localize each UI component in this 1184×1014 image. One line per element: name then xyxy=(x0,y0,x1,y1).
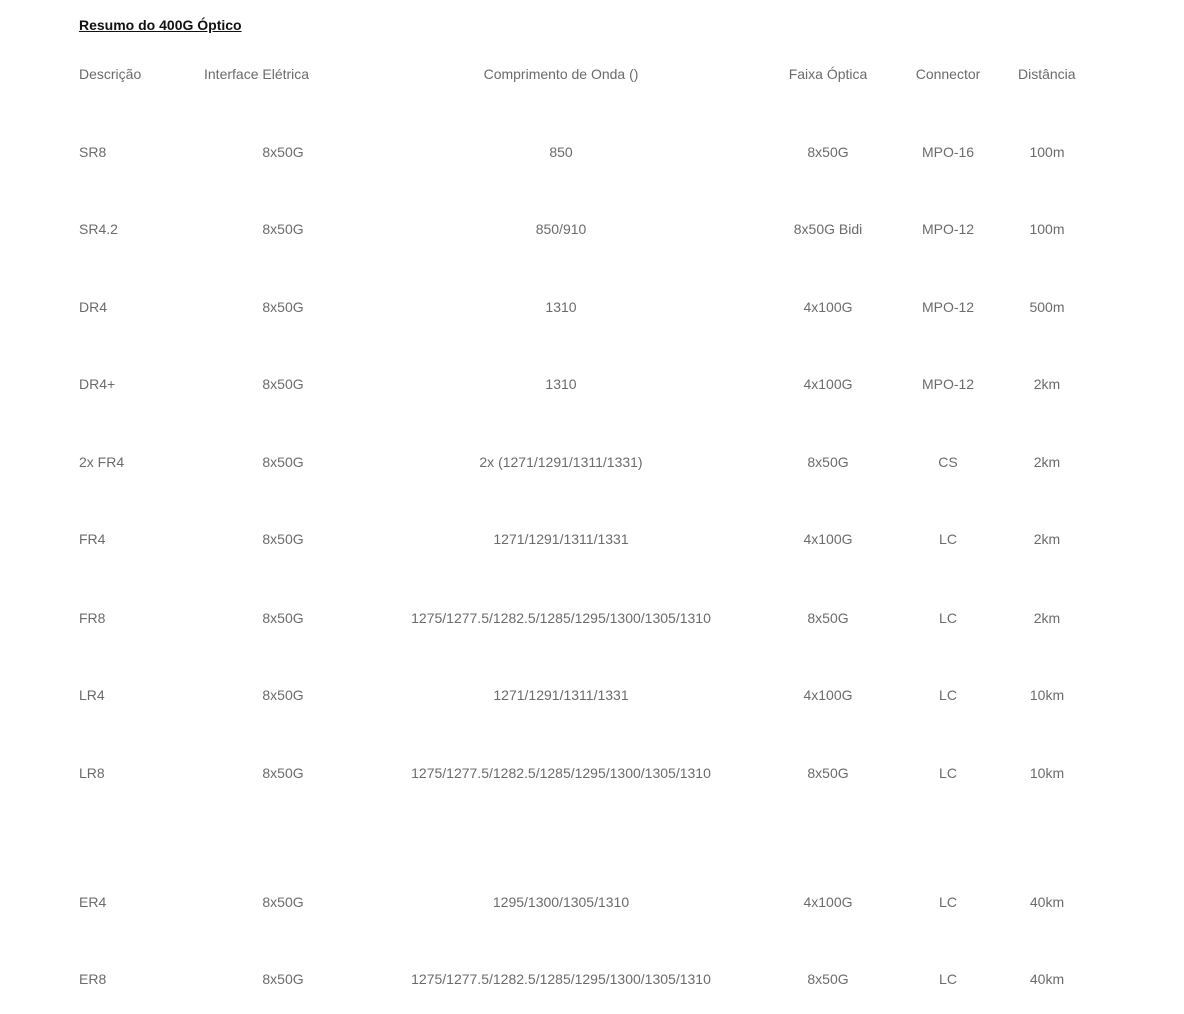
cell-connector: LC xyxy=(939,765,957,781)
page-title: Resumo do 400G Óptico xyxy=(79,17,242,33)
cell-connector: LC xyxy=(939,687,957,703)
cell-wavelength: 1275/1277.5/1282.5/1285/1295/1300/1305/1310 xyxy=(411,971,711,987)
cell-description: FR8 xyxy=(79,610,106,626)
table-header-row xyxy=(0,64,1184,84)
table-row xyxy=(0,297,1184,317)
cell-optical-lane: 8x50G xyxy=(807,610,849,626)
cell-distance: 100m xyxy=(1029,144,1065,160)
cell-wavelength: 850 xyxy=(549,144,573,160)
cell-wavelength: 1271/1291/1311/1331 xyxy=(493,687,629,703)
cell-connector: MPO-16 xyxy=(921,144,975,160)
cell-distance: 40km xyxy=(1029,971,1065,987)
cell-description: FR4 xyxy=(79,531,106,547)
cell-connector: LC xyxy=(939,971,957,987)
table-row xyxy=(0,219,1184,239)
cell-electrical-interface: 8x50G xyxy=(262,376,304,392)
cell-description: LR4 xyxy=(79,687,105,703)
cell-description: SR8 xyxy=(79,144,107,160)
cell-electrical-interface: 8x50G xyxy=(262,531,304,547)
table-row xyxy=(0,142,1184,162)
cell-electrical-interface: 8x50G xyxy=(262,610,304,626)
header-description: Descrição xyxy=(79,66,142,82)
cell-distance: 2km xyxy=(1033,531,1061,547)
cell-optical-lane: 4x100G xyxy=(803,687,853,703)
cell-connector: LC xyxy=(939,610,957,626)
cell-electrical-interface: 8x50G xyxy=(262,144,304,160)
cell-electrical-interface: 8x50G xyxy=(262,971,304,987)
cell-wavelength: 1310 xyxy=(545,376,577,392)
table-row xyxy=(0,529,1184,549)
cell-connector: MPO-12 xyxy=(921,221,975,237)
cell-electrical-interface: 8x50G xyxy=(262,894,304,910)
cell-wavelength: 1310 xyxy=(545,299,577,315)
cell-electrical-interface: 8x50G xyxy=(262,221,304,237)
table-row xyxy=(0,892,1184,912)
cell-optical-lane: 8x50G Bidi xyxy=(793,221,863,237)
cell-electrical-interface: 8x50G xyxy=(262,765,304,781)
cell-distance: 100m xyxy=(1029,221,1065,237)
table-row xyxy=(0,452,1184,472)
header-electrical-interface: Interface Elétrica xyxy=(204,66,310,82)
header-connector: Connector xyxy=(915,66,981,82)
cell-electrical-interface: 8x50G xyxy=(262,687,304,703)
cell-connector: LC xyxy=(939,531,957,547)
cell-distance: 500m xyxy=(1029,299,1065,315)
cell-optical-lane: 4x100G xyxy=(803,376,853,392)
cell-optical-lane: 4x100G xyxy=(803,299,853,315)
cell-description: DR4+ xyxy=(79,376,116,392)
cell-connector: MPO-12 xyxy=(921,299,975,315)
header-optical-lane: Faixa Óptica xyxy=(788,66,868,82)
header-distance: Distância xyxy=(1018,66,1076,82)
cell-distance: 2km xyxy=(1033,610,1061,626)
cell-distance: 2km xyxy=(1033,376,1061,392)
cell-description: 2x FR4 xyxy=(79,454,125,470)
cell-distance: 40km xyxy=(1029,894,1065,910)
cell-optical-lane: 8x50G xyxy=(807,971,849,987)
cell-description: LR8 xyxy=(79,765,105,781)
cell-description: DR4 xyxy=(79,299,108,315)
cell-wavelength: 1271/1291/1311/1331 xyxy=(493,531,629,547)
cell-optical-lane: 8x50G xyxy=(807,454,849,470)
cell-connector: MPO-12 xyxy=(921,376,975,392)
table-row xyxy=(0,969,1184,989)
table-row xyxy=(0,608,1184,628)
cell-electrical-interface: 8x50G xyxy=(262,299,304,315)
cell-optical-lane: 8x50G xyxy=(807,765,849,781)
cell-optical-lane: 8x50G xyxy=(807,144,849,160)
cell-connector: CS xyxy=(938,454,958,470)
header-wavelength: Comprimento de Onda () xyxy=(483,66,639,82)
cell-wavelength: 1275/1277.5/1282.5/1285/1295/1300/1305/1310 xyxy=(411,610,711,626)
cell-distance: 10km xyxy=(1029,687,1065,703)
cell-wavelength: 1275/1277.5/1282.5/1285/1295/1300/1305/1310 xyxy=(411,765,711,781)
cell-optical-lane: 4x100G xyxy=(803,531,853,547)
table-row xyxy=(0,685,1184,705)
table-row xyxy=(0,763,1184,783)
cell-electrical-interface: 8x50G xyxy=(262,454,304,470)
cell-description: ER4 xyxy=(79,894,107,910)
cell-wavelength: 2x (1271/1291/1311/1331) xyxy=(479,454,643,470)
cell-connector: LC xyxy=(939,894,957,910)
cell-distance: 2km xyxy=(1033,454,1061,470)
cell-wavelength: 850/910 xyxy=(535,221,587,237)
cell-wavelength: 1295/1300/1305/1310 xyxy=(492,894,630,910)
cell-distance: 10km xyxy=(1029,765,1065,781)
cell-description: SR4.2 xyxy=(79,221,118,237)
cell-optical-lane: 4x100G xyxy=(803,894,853,910)
cell-description: ER8 xyxy=(79,971,107,987)
table-row xyxy=(0,374,1184,394)
